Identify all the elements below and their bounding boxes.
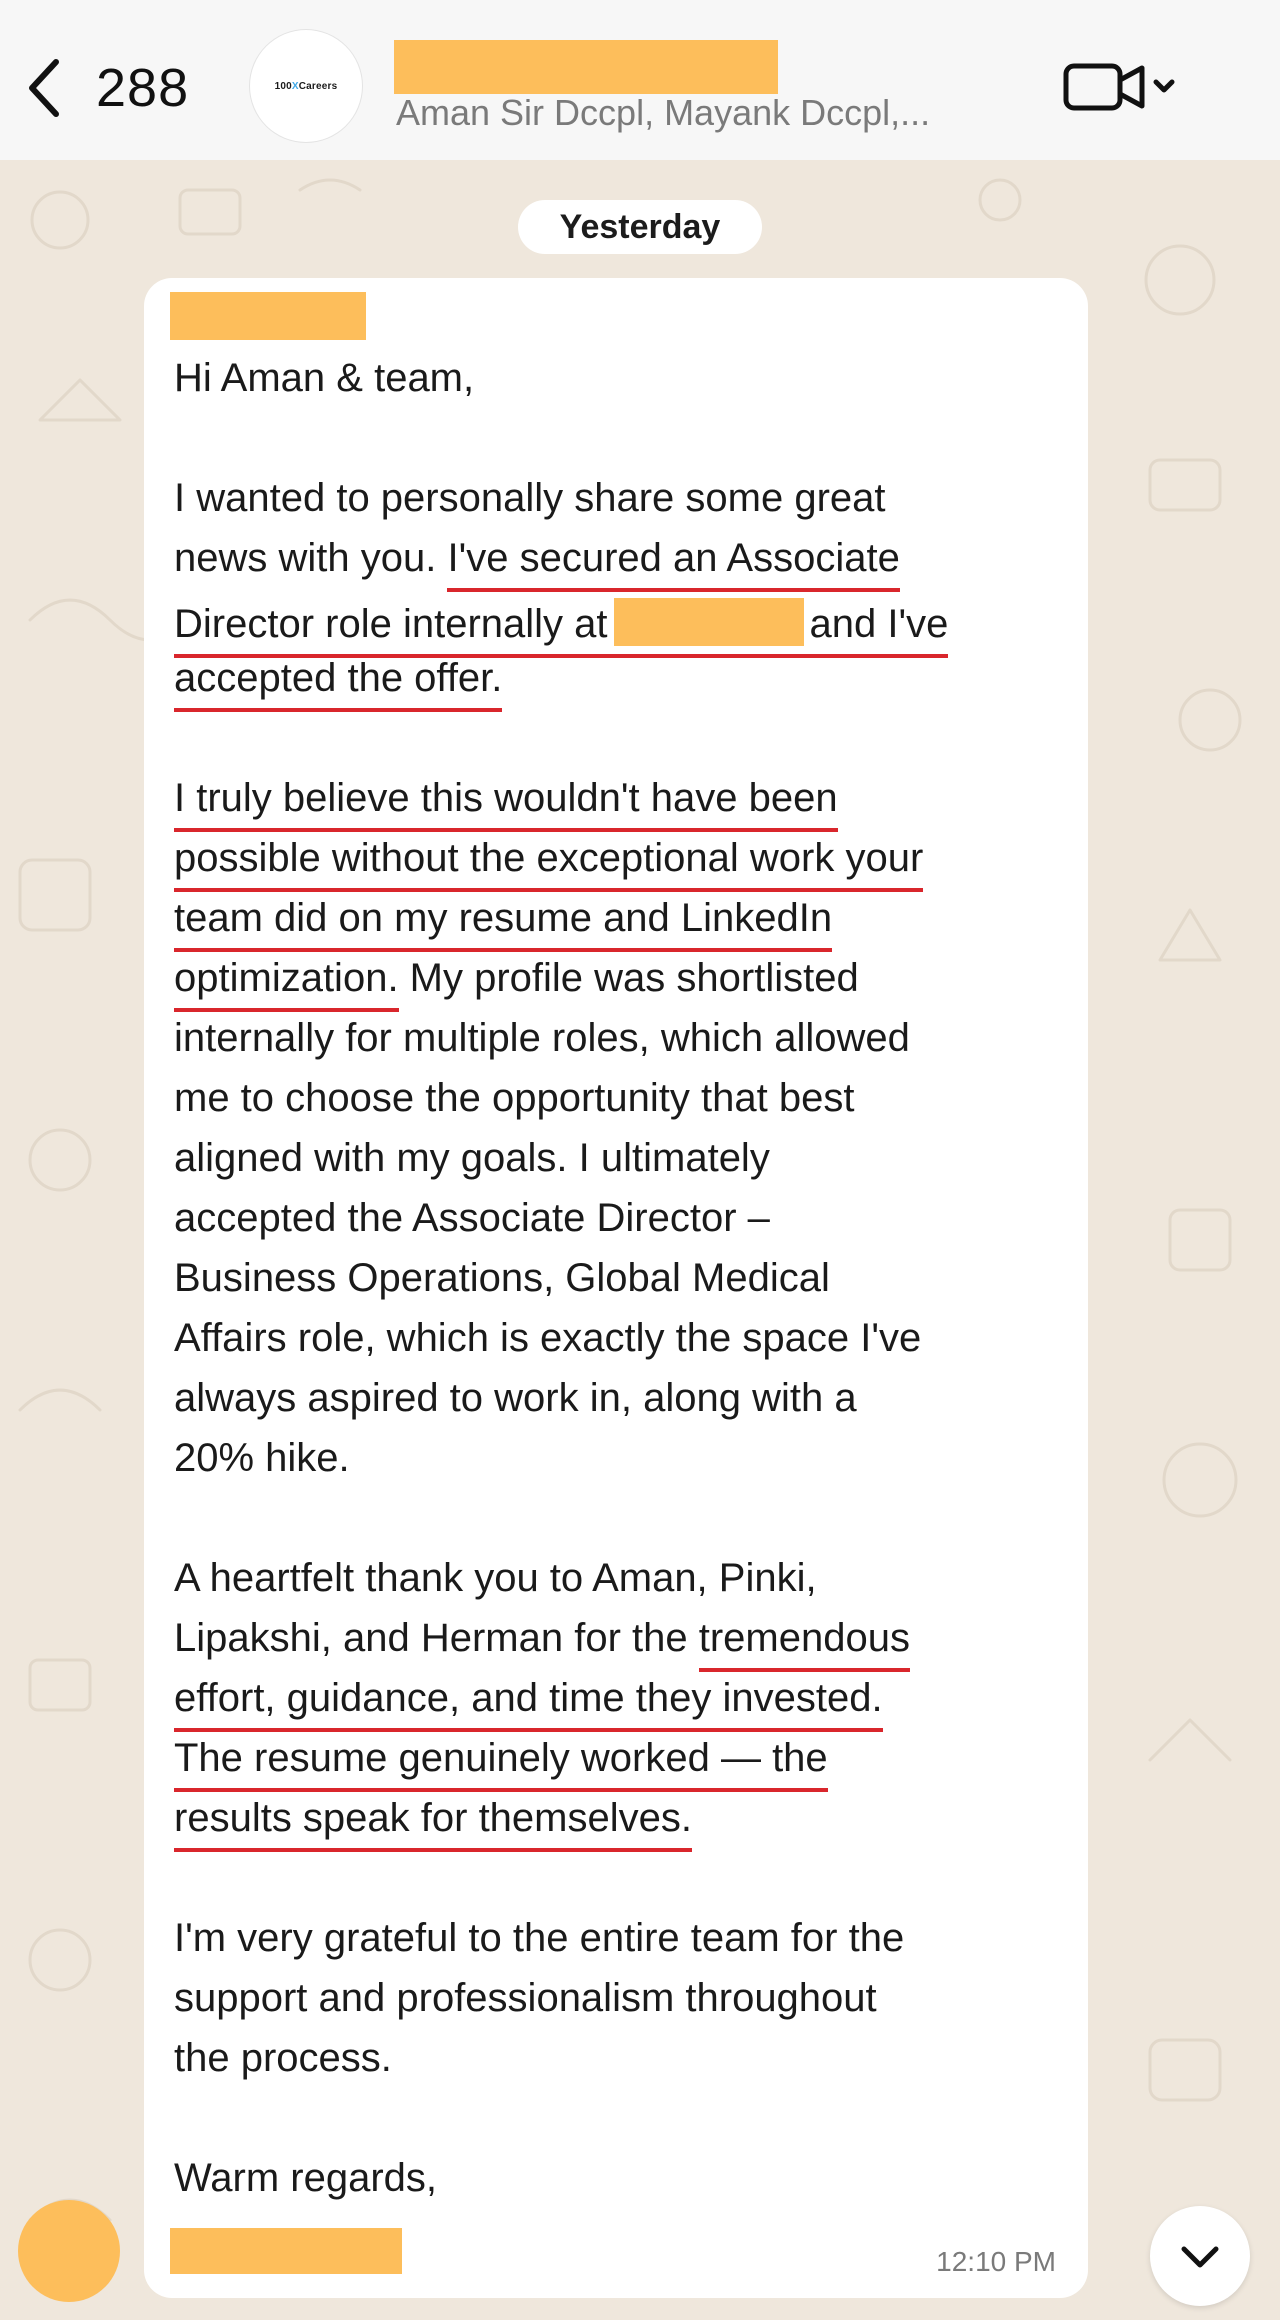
- avatar[interactable]: [18, 2200, 120, 2302]
- message-line: [174, 598, 948, 646]
- message-line: Affairs role, which is exactly the space I've: [174, 1316, 922, 1360]
- message-time: 12:10 PM: [936, 2246, 1056, 2277]
- group-avatar[interactable]: [250, 30, 362, 142]
- message-line: I'm very grateful to the entire team for the: [174, 1916, 905, 1960]
- highlighted-text: optimization.: [174, 956, 399, 1012]
- group-logo: 100XCareers: [274, 80, 338, 92]
- redacted-group-name[interactable]: [394, 40, 778, 94]
- highlighted-text: I've secured an Associate: [447, 536, 899, 592]
- back-button[interactable]: [24, 50, 189, 126]
- message-line: [174, 898, 832, 938]
- message-line: Business Operations, Global Medical: [174, 1256, 830, 1300]
- chevron-down-icon: [1178, 2241, 1222, 2271]
- message-line: [174, 1738, 828, 1778]
- redacted-signature: [170, 2228, 402, 2274]
- highlighted-text: Director role internally at and I've: [174, 602, 948, 658]
- highlighted-text: possible without the exceptional work your: [174, 836, 923, 892]
- highlighted-text: results speak for themselves.: [174, 1796, 692, 1852]
- message-bubble[interactable]: [144, 278, 1088, 2298]
- message-line: [174, 778, 838, 818]
- redacted-company: [614, 598, 804, 646]
- highlighted-text: accepted the offer.: [174, 656, 502, 712]
- message-line: news with you. I've secured an Associate: [174, 538, 900, 578]
- message-line: Hi Aman & team,: [174, 356, 475, 400]
- unread-count: 288: [96, 58, 190, 118]
- highlighted-text: effort, guidance, and time they invested.: [174, 1676, 883, 1732]
- message-line: the process.: [174, 2036, 392, 2080]
- chat-header: [0, 0, 1280, 160]
- message-line: [174, 658, 502, 698]
- message-line: Warm regards,: [174, 2156, 438, 2200]
- message-line: optimization. My profile was shortlisted: [174, 958, 859, 998]
- message-line: [174, 838, 923, 878]
- message-line: support and professionalism throughout: [174, 1976, 877, 2020]
- redacted-sender-name: [170, 292, 366, 340]
- message-line: A heartfelt thank you to Aman, Pinki,: [174, 1556, 817, 1600]
- chevron-down-icon: [1156, 82, 1172, 90]
- message-line: I wanted to personally share some great: [174, 476, 886, 520]
- highlighted-text: tremendous: [699, 1616, 910, 1672]
- message-line: always aspired to work in, along with a: [174, 1376, 857, 1420]
- message-line: [174, 1798, 692, 1838]
- message-line: [174, 1678, 883, 1718]
- message-line: Lipakshi, and Herman for the tremendous: [174, 1618, 910, 1658]
- date-separator: Yesterday: [518, 200, 762, 254]
- scroll-to-bottom-button[interactable]: [1150, 2206, 1250, 2306]
- video-call-button[interactable]: [1062, 58, 1182, 118]
- chevron-left-icon: [24, 56, 66, 120]
- message-line: me to choose the opportunity that best: [174, 1076, 855, 1120]
- message-line: aligned with my goals. I ultimately: [174, 1136, 770, 1180]
- highlighted-text: team did on my resume and LinkedIn: [174, 896, 832, 952]
- group-members[interactable]: Aman Sir Dccpl, Mayank Dccpl,...: [396, 92, 931, 133]
- highlighted-text: I truly believe this wouldn't have been: [174, 776, 838, 832]
- highlighted-text: The resume genuinely worked — the: [174, 1736, 828, 1792]
- message-line: 20% hike.: [174, 1436, 350, 1480]
- video-camera-icon: [1066, 66, 1142, 108]
- message-line: internally for multiple roles, which allowed: [174, 1016, 910, 1060]
- message-line: accepted the Associate Director –: [174, 1196, 770, 1240]
